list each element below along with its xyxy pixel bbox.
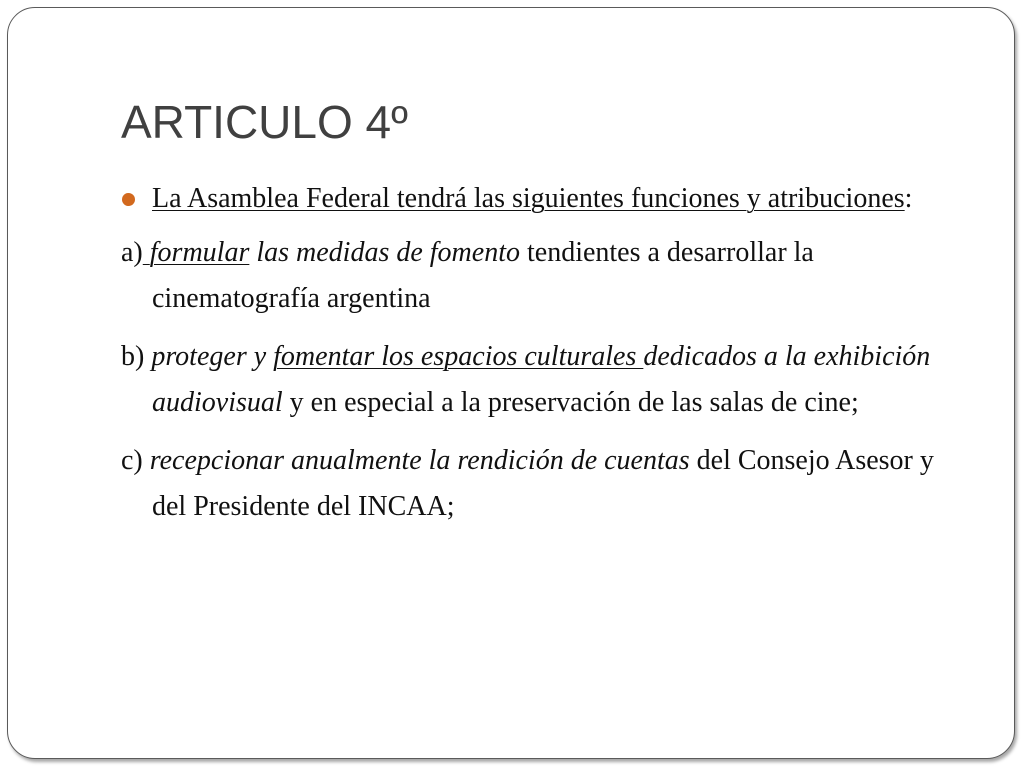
item-a-emphasis-underlined: formular [149,237,250,268]
item-b-emphasis-trail: dedicados a la exhibición audiovisual [152,341,931,418]
bullet-dot-icon [122,193,135,206]
item-c-prefix: c) [121,445,143,476]
slide-title: ARTICULO 4º [121,96,408,148]
slide-body [121,176,941,542]
intro-text: La Asamblea Federal tendrá las siguientes funciones y atribuciones [152,183,905,214]
item-a-emphasis: las medidas de fomento [249,237,520,268]
item-b-emphasis-lead: proteger y [151,341,267,372]
item-a-gap [143,237,150,268]
intro-colon: : [904,183,913,214]
item-a-prefix: a) [121,237,143,268]
item-b [121,334,941,426]
item-a-text: tendientes a desarrollar la cinematografía argentina [152,237,814,314]
item-a [121,230,941,322]
item-b-emphasis-underlined: fomentar los espacios culturales [273,341,644,372]
item-c-emphasis: recepcionar anualmente la rendición de cuentas [149,445,690,476]
item-c-text: del Consejo Asesor y del Presidente del INCAA; [152,445,934,522]
item-c [121,438,941,530]
item-b-text: y en especial a la preservación de las salas de cine; [282,387,859,418]
intro-bullet [121,176,941,222]
slide-frame [7,7,1015,759]
item-b-prefix: b) [121,341,145,372]
